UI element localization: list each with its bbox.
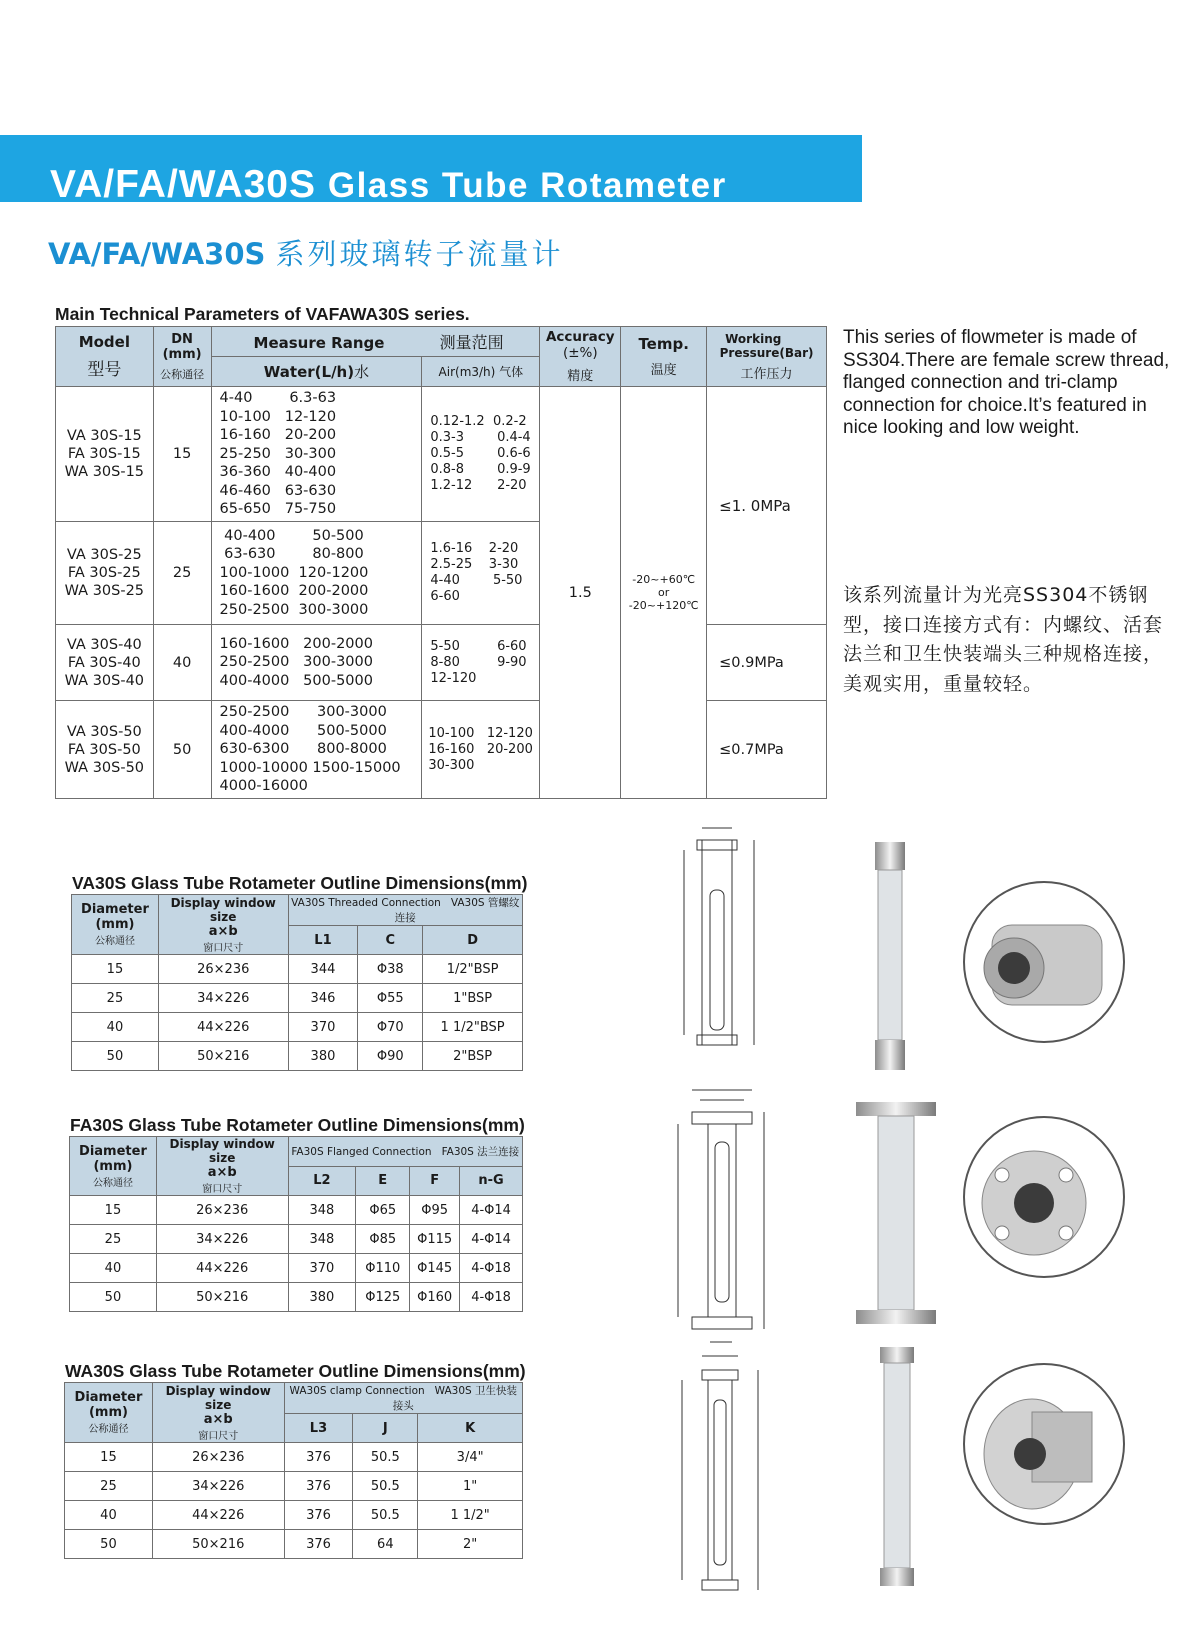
- header-col: K: [418, 1414, 523, 1443]
- wa-table-title: WA30S Glass Tube Rotameter Outline Dimensions(mm): [65, 1361, 526, 1381]
- description-chinese: 该系列流量计为光亮SS304不锈钢型，接口连接方式有：内螺纹、活套法兰和卫生快装端头三种规格连接，美观实用，重量较轻。: [843, 584, 1164, 695]
- header-temp: Temp. 温度: [621, 327, 707, 387]
- header-window: Display window size a×b 窗口尺寸: [158, 895, 288, 955]
- wa-product-photo: [872, 1345, 922, 1590]
- water-range-cell: 4-40 6.3-63 10-100 12-120 16-160 20-200 25-250 30-300 36-360 40-400 46-460 63-630 65-650 75-750: [211, 387, 422, 522]
- header-col: F: [410, 1166, 460, 1196]
- header-dn: DN (mm) 公称通径: [153, 327, 211, 387]
- pressure-cell: ≤0.9MPa: [707, 625, 827, 701]
- header-accuracy: Accuracy (±%) 精度: [540, 327, 621, 387]
- header-col: D: [423, 926, 523, 955]
- header-col: n-G: [460, 1166, 523, 1196]
- air-range-cell: 5-50 6-60 8-80 9-90 12-120: [422, 625, 540, 701]
- header-connection-group: VA30S Threaded Connection VA30S 管螺纹连接: [288, 895, 522, 926]
- chinese-title: [48, 232, 564, 273]
- header-connection-group: WA30S clamp Connection WA30S 卫生快装接头: [284, 1383, 522, 1414]
- header-pressure: Working Pressure(Bar) 工作压力: [707, 327, 827, 387]
- header-col: L2: [288, 1166, 356, 1196]
- wa-drawing: [672, 1330, 772, 1600]
- table-row: 15 26×236 344 Φ38 1/2"BSP: [72, 955, 523, 984]
- header-diameter: Diameter (mm) 公称通径: [72, 895, 159, 955]
- cn-title-product: 系列玻璃转子流量计: [275, 237, 564, 271]
- header-diameter: Diameter (mm) 公称通径: [70, 1137, 157, 1196]
- table-row: 25 34×226 346 Φ55 1"BSP: [72, 984, 523, 1013]
- page-title: [50, 163, 727, 207]
- model-cell: VA 30S-40 FA 30S-40 WA 30S-40: [56, 625, 154, 701]
- header-connection-group: FA30S Flanged Connection FA30S 法兰连接: [288, 1137, 522, 1167]
- header-diameter: Diameter (mm) 公称通径: [65, 1383, 153, 1443]
- va-table-title: VA30S Glass Tube Rotameter Outline Dimensions(mm): [72, 873, 528, 893]
- header-col: L3: [284, 1414, 353, 1443]
- fa-drawing: [672, 1072, 772, 1342]
- header-col: J: [353, 1414, 418, 1443]
- model-cell: VA 30S-25 FA 30S-25 WA 30S-25: [56, 522, 154, 625]
- air-range-cell: 0.12-1.2 0.2-2 0.3-3 0.4-4 0.5-5 0.6-6 0.8-8 0.9-9 1.2-12 2-20: [422, 387, 540, 522]
- va-dimensions-table: [71, 894, 523, 1071]
- fa-table-title: FA30S Glass Tube Rotameter Outline Dimensions(mm): [70, 1115, 525, 1135]
- header-window: Display window size a×b 窗口尺寸: [156, 1137, 288, 1196]
- dn-cell: 40: [153, 625, 211, 701]
- header-col: E: [356, 1166, 410, 1196]
- table-row: 40 44×226 376 50.5 1 1/2": [65, 1501, 523, 1530]
- table-row: 50 50×216 376 64 2": [65, 1530, 523, 1559]
- fa-product-photo: [852, 1100, 942, 1330]
- water-range-cell: 40-400 50-500 63-630 80-800 100-1000 120-1200 160-1600 200-2000 250-2500 300-3000: [211, 522, 422, 625]
- header-col: C: [358, 926, 423, 955]
- table-row: 50 50×216 380 Φ125 Φ160 4-Φ18: [70, 1283, 523, 1312]
- dn-cell: 50: [153, 701, 211, 799]
- table-row: 25 34×226 348 Φ85 Φ115 4-Φ14: [70, 1225, 523, 1254]
- air-range-cell: 1.6-16 2-20 2.5-25 3-30 4-40 5-50 6-60: [422, 522, 540, 625]
- table-row: 50 50×216 380 Φ90 2"BSP: [72, 1042, 523, 1071]
- model-cell: VA 30S-15 FA 30S-15 WA 30S-15: [56, 387, 154, 522]
- pressure-cell: ≤1. 0MPa: [707, 387, 827, 625]
- cn-title-model: VA/FA/WA30S: [48, 237, 266, 271]
- title-model: VA/FA/WA30S: [50, 163, 317, 206]
- table-row: 25 34×226 376 50.5 1": [65, 1472, 523, 1501]
- va-product-photo: [865, 840, 915, 1075]
- pressure-cell: ≤0.7MPa: [707, 701, 827, 799]
- header-air: Air(m3/h) 气体: [422, 357, 540, 387]
- dn-cell: 15: [153, 387, 211, 522]
- main-table-caption: Main Technical Parameters of VAFAWA30S series.: [55, 304, 470, 324]
- main-parameters-table: [55, 326, 827, 799]
- wa-fitting-photo: [962, 1362, 1127, 1527]
- fa-dimensions-table: [69, 1136, 523, 1312]
- header-window: Display window size a×b 窗口尺寸: [152, 1383, 284, 1443]
- table-row: 40 44×226 370 Φ70 1 1/2"BSP: [72, 1013, 523, 1042]
- table-row: 40 44×226 370 Φ110 Φ145 4-Φ18: [70, 1254, 523, 1283]
- water-range-cell: 250-2500 300-3000 400-4000 500-5000 630-6300 800-8000 1000-10000 1500-15000 4000-16000: [211, 701, 422, 799]
- air-range-cell: 10-100 12-120 16-160 20-200 30-300: [422, 701, 540, 799]
- va-fitting-photo: [962, 880, 1127, 1045]
- dn-cell: 25: [153, 522, 211, 625]
- description-english: This series of flowmeter is made of SS304.There are female screw thread, flanged connection and tri-clamp connection for choice.It’s featured in nice looking and low weight.: [843, 327, 1170, 438]
- header-water: Water(L/h)水: [211, 357, 422, 387]
- water-range-cell: 160-1600 200-2000 250-2500 300-3000 400-4000 500-5000: [211, 625, 422, 701]
- header-col: L1: [288, 926, 358, 955]
- wa-dimensions-table: [64, 1382, 523, 1559]
- table-row: 15 26×236 348 Φ65 Φ95 4-Φ14: [70, 1196, 523, 1225]
- header-measure-range: Measure Range 测量范围: [211, 327, 540, 357]
- title-product: Glass Tube Rotameter: [327, 166, 727, 205]
- temp-cell: -20~+60℃ or -20~+120℃: [621, 387, 707, 799]
- fa-fitting-photo: [962, 1115, 1127, 1280]
- accuracy-cell: 1.5: [540, 387, 621, 799]
- table-row: 15 26×236 376 50.5 3/4": [65, 1443, 523, 1472]
- model-cell: VA 30S-50 FA 30S-50 WA 30S-50: [56, 701, 154, 799]
- va-drawing: [672, 820, 762, 1070]
- header-model: Model 型号: [56, 327, 154, 387]
